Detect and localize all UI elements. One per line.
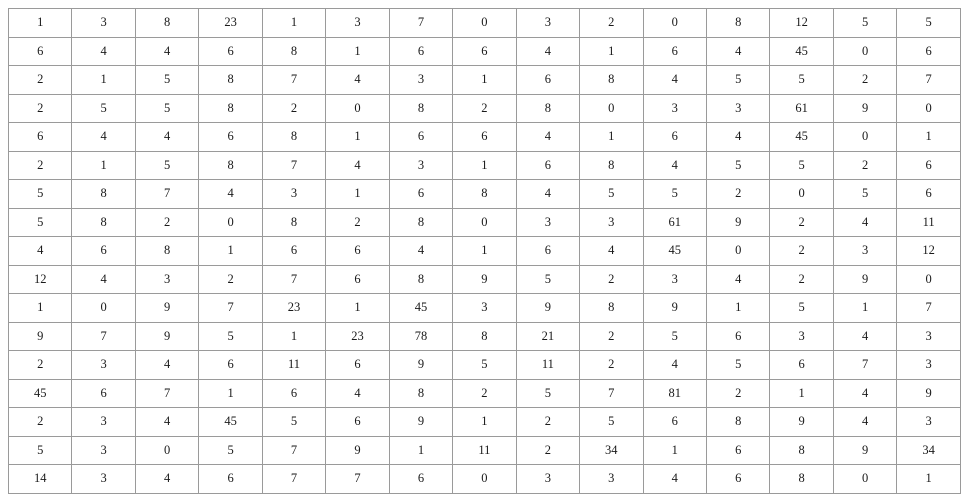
table-cell: 4: [833, 379, 896, 408]
table-cell: 1: [326, 123, 389, 152]
table-cell: 45: [9, 379, 72, 408]
table-cell: 1: [453, 66, 516, 95]
table-cell: 1: [199, 237, 262, 266]
table-cell: 6: [389, 465, 452, 494]
table-cell: 8: [199, 66, 262, 95]
table-cell: 2: [9, 151, 72, 180]
table-cell: 1: [72, 66, 135, 95]
table-cell: 9: [389, 408, 452, 437]
table-cell: 8: [199, 151, 262, 180]
table-cell: 1: [897, 123, 961, 152]
table-cell: 8: [516, 94, 579, 123]
table-cell: 5: [643, 180, 706, 209]
table-cell: 7: [833, 351, 896, 380]
table-cell: 7: [262, 436, 325, 465]
table-cell: 5: [897, 9, 961, 38]
table-cell: 0: [135, 436, 198, 465]
table-cell: 6: [516, 151, 579, 180]
table-cell: 0: [453, 9, 516, 38]
table-cell: 8: [453, 322, 516, 351]
table-cell: 45: [389, 294, 452, 323]
table-cell: 4: [643, 66, 706, 95]
table-cell: 23: [199, 9, 262, 38]
table-cell: 34: [897, 436, 961, 465]
table-row: [9, 265, 961, 294]
table-cell: 2: [516, 436, 579, 465]
table-cell: 8: [389, 265, 452, 294]
table-cell: 1: [326, 180, 389, 209]
table-cell: 7: [897, 294, 961, 323]
table-cell: 5: [9, 436, 72, 465]
table-cell: 7: [262, 66, 325, 95]
table-cell: 4: [389, 237, 452, 266]
table-cell: 4: [72, 123, 135, 152]
table-cell: 6: [262, 237, 325, 266]
table-cell: 1: [262, 9, 325, 38]
table-cell: 3: [262, 180, 325, 209]
table-cell: 9: [833, 94, 896, 123]
table-cell: 3: [833, 237, 896, 266]
table-cell: 4: [833, 322, 896, 351]
table-cell: 8: [72, 208, 135, 237]
table-cell: 4: [706, 265, 769, 294]
table-row: [9, 208, 961, 237]
table-cell: 1: [72, 151, 135, 180]
table-cell: 14: [9, 465, 72, 494]
table-cell: 2: [9, 94, 72, 123]
table-cell: 5: [706, 151, 769, 180]
table-cell: 11: [453, 436, 516, 465]
table-cell: 6: [199, 123, 262, 152]
table-cell: 4: [326, 379, 389, 408]
table-cell: 3: [580, 208, 643, 237]
table-cell: 6: [770, 351, 833, 380]
table-cell: 5: [135, 151, 198, 180]
table-cell: 4: [135, 408, 198, 437]
table-cell: 7: [135, 379, 198, 408]
table-cell: 8: [580, 151, 643, 180]
table-cell: 9: [643, 294, 706, 323]
table-cell: 5: [770, 151, 833, 180]
table-cell: 6: [516, 237, 579, 266]
table-cell: 1: [833, 294, 896, 323]
table-cell: 5: [706, 351, 769, 380]
table-cell: 2: [453, 94, 516, 123]
table-cell: 8: [770, 436, 833, 465]
table-cell: 21: [516, 322, 579, 351]
table-cell: 4: [833, 208, 896, 237]
table-cell: 6: [389, 123, 452, 152]
table-row: [9, 379, 961, 408]
table-cell: 11: [897, 208, 961, 237]
table-cell: 4: [72, 37, 135, 66]
table-cell: 5: [135, 94, 198, 123]
table-row: [9, 151, 961, 180]
table-cell: 1: [199, 379, 262, 408]
table-cell: 3: [72, 9, 135, 38]
table-cell: 6: [643, 123, 706, 152]
table-row: [9, 180, 961, 209]
table-cell: 3: [706, 94, 769, 123]
table-cell: 8: [580, 66, 643, 95]
table-cell: 6: [897, 180, 961, 209]
table-cell: 3: [72, 408, 135, 437]
table-cell: 7: [326, 465, 389, 494]
table-cell: 5: [833, 180, 896, 209]
table-cell: 78: [389, 322, 452, 351]
table-cell: 6: [706, 465, 769, 494]
table-cell: 2: [706, 180, 769, 209]
table-cell: 6: [389, 180, 452, 209]
table-cell: 0: [326, 94, 389, 123]
table-cell: 3: [516, 9, 579, 38]
table-cell: 7: [897, 66, 961, 95]
table-cell: 1: [580, 37, 643, 66]
table-cell: 3: [72, 465, 135, 494]
table-cell: 0: [199, 208, 262, 237]
table-cell: 9: [770, 408, 833, 437]
table-cell: 1: [453, 151, 516, 180]
table-cell: 9: [389, 351, 452, 380]
table-row: [9, 351, 961, 380]
table-cell: 5: [9, 180, 72, 209]
table-cell: 3: [389, 151, 452, 180]
table-cell: 61: [643, 208, 706, 237]
table-cell: 2: [580, 265, 643, 294]
table-row: [9, 294, 961, 323]
table-cell: 7: [262, 151, 325, 180]
table-cell: 5: [516, 265, 579, 294]
table-cell: 1: [326, 294, 389, 323]
table-cell: 7: [262, 265, 325, 294]
table-cell: 2: [580, 9, 643, 38]
table-cell: 6: [897, 37, 961, 66]
table-cell: 8: [706, 9, 769, 38]
table-row: [9, 408, 961, 437]
table-cell: 5: [706, 66, 769, 95]
table-cell: 12: [9, 265, 72, 294]
table-cell: 2: [770, 208, 833, 237]
table-cell: 11: [262, 351, 325, 380]
table-cell: 6: [897, 151, 961, 180]
table-cell: 4: [72, 265, 135, 294]
table-cell: 8: [135, 9, 198, 38]
table-cell: 6: [199, 465, 262, 494]
table-cell: 0: [453, 208, 516, 237]
table-cell: 2: [516, 408, 579, 437]
table-cell: 6: [389, 37, 452, 66]
table-cell: 5: [643, 322, 706, 351]
table-cell: 8: [262, 123, 325, 152]
table-cell: 4: [516, 37, 579, 66]
table-cell: 0: [897, 94, 961, 123]
table-cell: 4: [643, 465, 706, 494]
table-cell: 1: [453, 408, 516, 437]
table-row: [9, 322, 961, 351]
table-cell: 2: [833, 151, 896, 180]
table-cell: 6: [706, 436, 769, 465]
table-cell: 4: [135, 351, 198, 380]
table-cell: 0: [580, 94, 643, 123]
table-cell: 6: [516, 66, 579, 95]
table-cell: 3: [72, 351, 135, 380]
table-cell: 1: [643, 436, 706, 465]
table-cell: 5: [199, 322, 262, 351]
table-cell: 4: [516, 123, 579, 152]
table-cell: 1: [9, 9, 72, 38]
table-cell: 2: [9, 408, 72, 437]
table-cell: 4: [516, 180, 579, 209]
table-cell: 3: [897, 322, 961, 351]
table-cell: 0: [706, 237, 769, 266]
table-cell: 7: [72, 322, 135, 351]
table-cell: 6: [326, 351, 389, 380]
table-cell: 5: [9, 208, 72, 237]
table-cell: 1: [770, 379, 833, 408]
table-cell: 12: [897, 237, 961, 266]
table-cell: 6: [706, 322, 769, 351]
table-cell: 5: [453, 351, 516, 380]
table-cell: 1: [706, 294, 769, 323]
table-cell: 2: [770, 237, 833, 266]
table-cell: 6: [643, 37, 706, 66]
table-cell: 1: [897, 465, 961, 494]
table-row: [9, 436, 961, 465]
table-cell: 2: [9, 351, 72, 380]
table-cell: 6: [453, 123, 516, 152]
table-cell: 34: [580, 436, 643, 465]
numeric-data-table: [8, 8, 961, 494]
table-cell: 1: [580, 123, 643, 152]
table-cell: 3: [326, 9, 389, 38]
table-body: [9, 9, 961, 494]
table-cell: 4: [706, 37, 769, 66]
table-row: [9, 465, 961, 494]
table-row: [9, 37, 961, 66]
table-cell: 8: [262, 208, 325, 237]
table-cell: 5: [516, 379, 579, 408]
table-cell: 6: [72, 237, 135, 266]
table-cell: 3: [897, 408, 961, 437]
table-cell: 3: [389, 66, 452, 95]
table-cell: 9: [135, 294, 198, 323]
table-cell: 3: [580, 465, 643, 494]
table-cell: 1: [453, 237, 516, 266]
table-cell: 1: [389, 436, 452, 465]
table-cell: 2: [580, 322, 643, 351]
table-cell: 4: [326, 151, 389, 180]
table-row: [9, 9, 961, 38]
table-cell: 6: [199, 351, 262, 380]
table-cell: 45: [199, 408, 262, 437]
table-cell: 4: [643, 351, 706, 380]
table-cell: 3: [897, 351, 961, 380]
table-cell: 8: [706, 408, 769, 437]
table-cell: 5: [199, 436, 262, 465]
table-cell: 7: [580, 379, 643, 408]
table-cell: 9: [135, 322, 198, 351]
table-cell: 61: [770, 94, 833, 123]
table-cell: 5: [833, 9, 896, 38]
table-cell: 8: [199, 94, 262, 123]
table-cell: 7: [135, 180, 198, 209]
table-cell: 81: [643, 379, 706, 408]
table-cell: 6: [72, 379, 135, 408]
table-cell: 4: [199, 180, 262, 209]
table-cell: 3: [516, 208, 579, 237]
table-row: [9, 123, 961, 152]
table-cell: 9: [706, 208, 769, 237]
table-cell: 5: [580, 180, 643, 209]
table-cell: 2: [580, 351, 643, 380]
table-cell: 8: [389, 208, 452, 237]
table-cell: 12: [770, 9, 833, 38]
table-cell: 45: [643, 237, 706, 266]
table-cell: 9: [9, 322, 72, 351]
table-cell: 4: [580, 237, 643, 266]
table-cell: 3: [72, 436, 135, 465]
table-cell: 23: [326, 322, 389, 351]
table-cell: 0: [72, 294, 135, 323]
table-cell: 9: [833, 265, 896, 294]
table-cell: 45: [770, 123, 833, 152]
table-cell: 2: [262, 94, 325, 123]
table-cell: 8: [262, 37, 325, 66]
table-cell: 1: [262, 322, 325, 351]
table-cell: 2: [453, 379, 516, 408]
table-cell: 2: [833, 66, 896, 95]
table-cell: 11: [516, 351, 579, 380]
table-cell: 9: [833, 436, 896, 465]
table-cell: 6: [643, 408, 706, 437]
table-cell: 1: [326, 37, 389, 66]
table-cell: 9: [516, 294, 579, 323]
table-cell: 3: [770, 322, 833, 351]
table-cell: 6: [326, 265, 389, 294]
table-cell: 3: [643, 265, 706, 294]
table-cell: 8: [72, 180, 135, 209]
table-cell: 0: [897, 265, 961, 294]
table-row: [9, 66, 961, 95]
table-cell: 0: [833, 37, 896, 66]
table-cell: 2: [326, 208, 389, 237]
table-cell: 8: [135, 237, 198, 266]
table-cell: 8: [770, 465, 833, 494]
table-cell: 7: [199, 294, 262, 323]
table-cell: 6: [9, 123, 72, 152]
table-cell: 8: [580, 294, 643, 323]
table-cell: 3: [135, 265, 198, 294]
table-cell: 3: [643, 94, 706, 123]
table-cell: 23: [262, 294, 325, 323]
table-cell: 8: [389, 94, 452, 123]
table-cell: 2: [770, 265, 833, 294]
table-cell: 5: [135, 66, 198, 95]
table-cell: 0: [770, 180, 833, 209]
table-cell: 0: [833, 465, 896, 494]
table-cell: 9: [326, 436, 389, 465]
table-cell: 5: [72, 94, 135, 123]
table-cell: 4: [833, 408, 896, 437]
table-cell: 0: [643, 9, 706, 38]
table-cell: 0: [453, 465, 516, 494]
table-cell: 5: [262, 408, 325, 437]
table-cell: 7: [262, 465, 325, 494]
table-cell: 6: [326, 237, 389, 266]
table-cell: 3: [516, 465, 579, 494]
table-cell: 8: [453, 180, 516, 209]
table-cell: 2: [135, 208, 198, 237]
table-cell: 6: [9, 37, 72, 66]
table-cell: 2: [706, 379, 769, 408]
table-row: [9, 94, 961, 123]
table-cell: 4: [135, 465, 198, 494]
table-cell: 6: [453, 37, 516, 66]
table-cell: 2: [9, 66, 72, 95]
table-cell: 5: [580, 408, 643, 437]
table-row: [9, 237, 961, 266]
table-cell: 3: [453, 294, 516, 323]
table-cell: 4: [135, 37, 198, 66]
table-cell: 6: [199, 37, 262, 66]
table-cell: 2: [199, 265, 262, 294]
table-cell: 4: [706, 123, 769, 152]
table-cell: 9: [453, 265, 516, 294]
table-cell: 6: [262, 379, 325, 408]
table-cell: 1: [9, 294, 72, 323]
table-cell: 9: [897, 379, 961, 408]
table-cell: 0: [833, 123, 896, 152]
table-cell: 7: [389, 9, 452, 38]
table-cell: 4: [326, 66, 389, 95]
table-cell: 6: [326, 408, 389, 437]
table-cell: 8: [389, 379, 452, 408]
table-cell: 4: [9, 237, 72, 266]
table-cell: 45: [770, 37, 833, 66]
table-cell: 4: [643, 151, 706, 180]
table-cell: 5: [770, 66, 833, 95]
table-cell: 4: [135, 123, 198, 152]
table-cell: 5: [770, 294, 833, 323]
